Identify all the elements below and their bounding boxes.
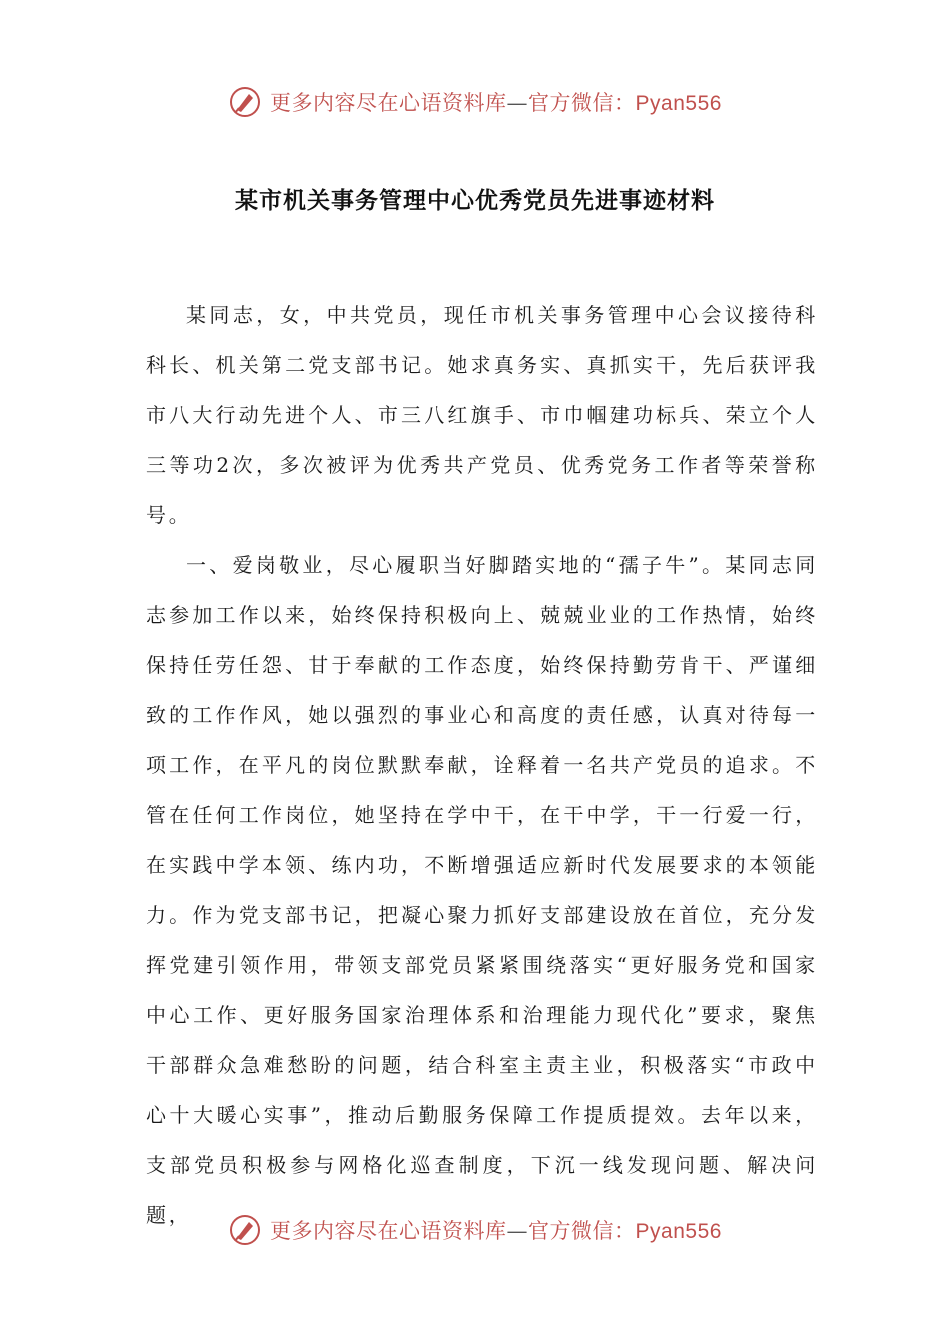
body-paragraph-section-one: 一、爱岗敬业，尽心履职当好脚踏实地的“孺子牛”。某同志同志参加工作以来，始终保持积极向上、兢兢业业的工作热情，始终保持任劳任怨、甘于奉献的工作态度，始终保持勤劳肯干、严谨细致的工作作风，她以强烈的事业心和高度的责任感，认真对待每一项工作，在平凡的岗位默默奉献，诠释着一名共产党员的追求。不管在任何工作岗位，她坚持在学中干，在干中学，干一行爱一行，在实践中学本领、练内功，不断增强适应新时代发展要求的本领能力。作为党支部书记，把凝心聚力抓好支部建设放在首位，充分发挥党建引领作用，带领支部党员紧紧围绕落实“更好服务党和国家中心工作、更好服务国家治理体系和治理能力现代化”要求，聚焦干部群众急难愁盼的问题，结合科室主责主业，积极落实“市政中心十大暖心实事”，推动后勤服务保障工作提质提效。去年以来，支部党员积极参与网格化巡查制度，下沉一线发现问题、解决问题， — [146, 553, 818, 1227]
body-paragraph-intro: 某同志，女，中共党员，现任市机关事务管理中心会议接待科科长、机关第二党支部书记。她求真务实、真抓实干，先后获评我市八大行动先进个人、市三八红旗手、市巾帼建功标兵、荣立个人三等功2次，多次被评为优秀共产党员、优秀党务工作者等荣誉称号。 — [146, 303, 818, 527]
banner-wechat-id: Pyan556 — [635, 1220, 722, 1243]
document-title: 某市机关事务管理中心优秀党员先进事迹材料 — [235, 187, 715, 214]
banner-separator: — — [506, 91, 529, 115]
banner-site-text: 更多内容尽在心语资料库 — [270, 91, 507, 115]
header-watermark-banner — [0, 82, 950, 122]
footer-watermark-banner — [0, 1210, 950, 1250]
banner-separator: — — [506, 1219, 529, 1243]
pen-nib-icon — [228, 85, 262, 119]
banner-wechat-label: 官方微信： — [528, 91, 636, 115]
banner-wechat-id: Pyan556 — [635, 92, 722, 115]
pen-nib-icon — [228, 1213, 262, 1247]
banner-wechat-label: 官方微信： — [528, 1219, 636, 1243]
banner-site-text: 更多内容尽在心语资料库 — [270, 1219, 507, 1243]
